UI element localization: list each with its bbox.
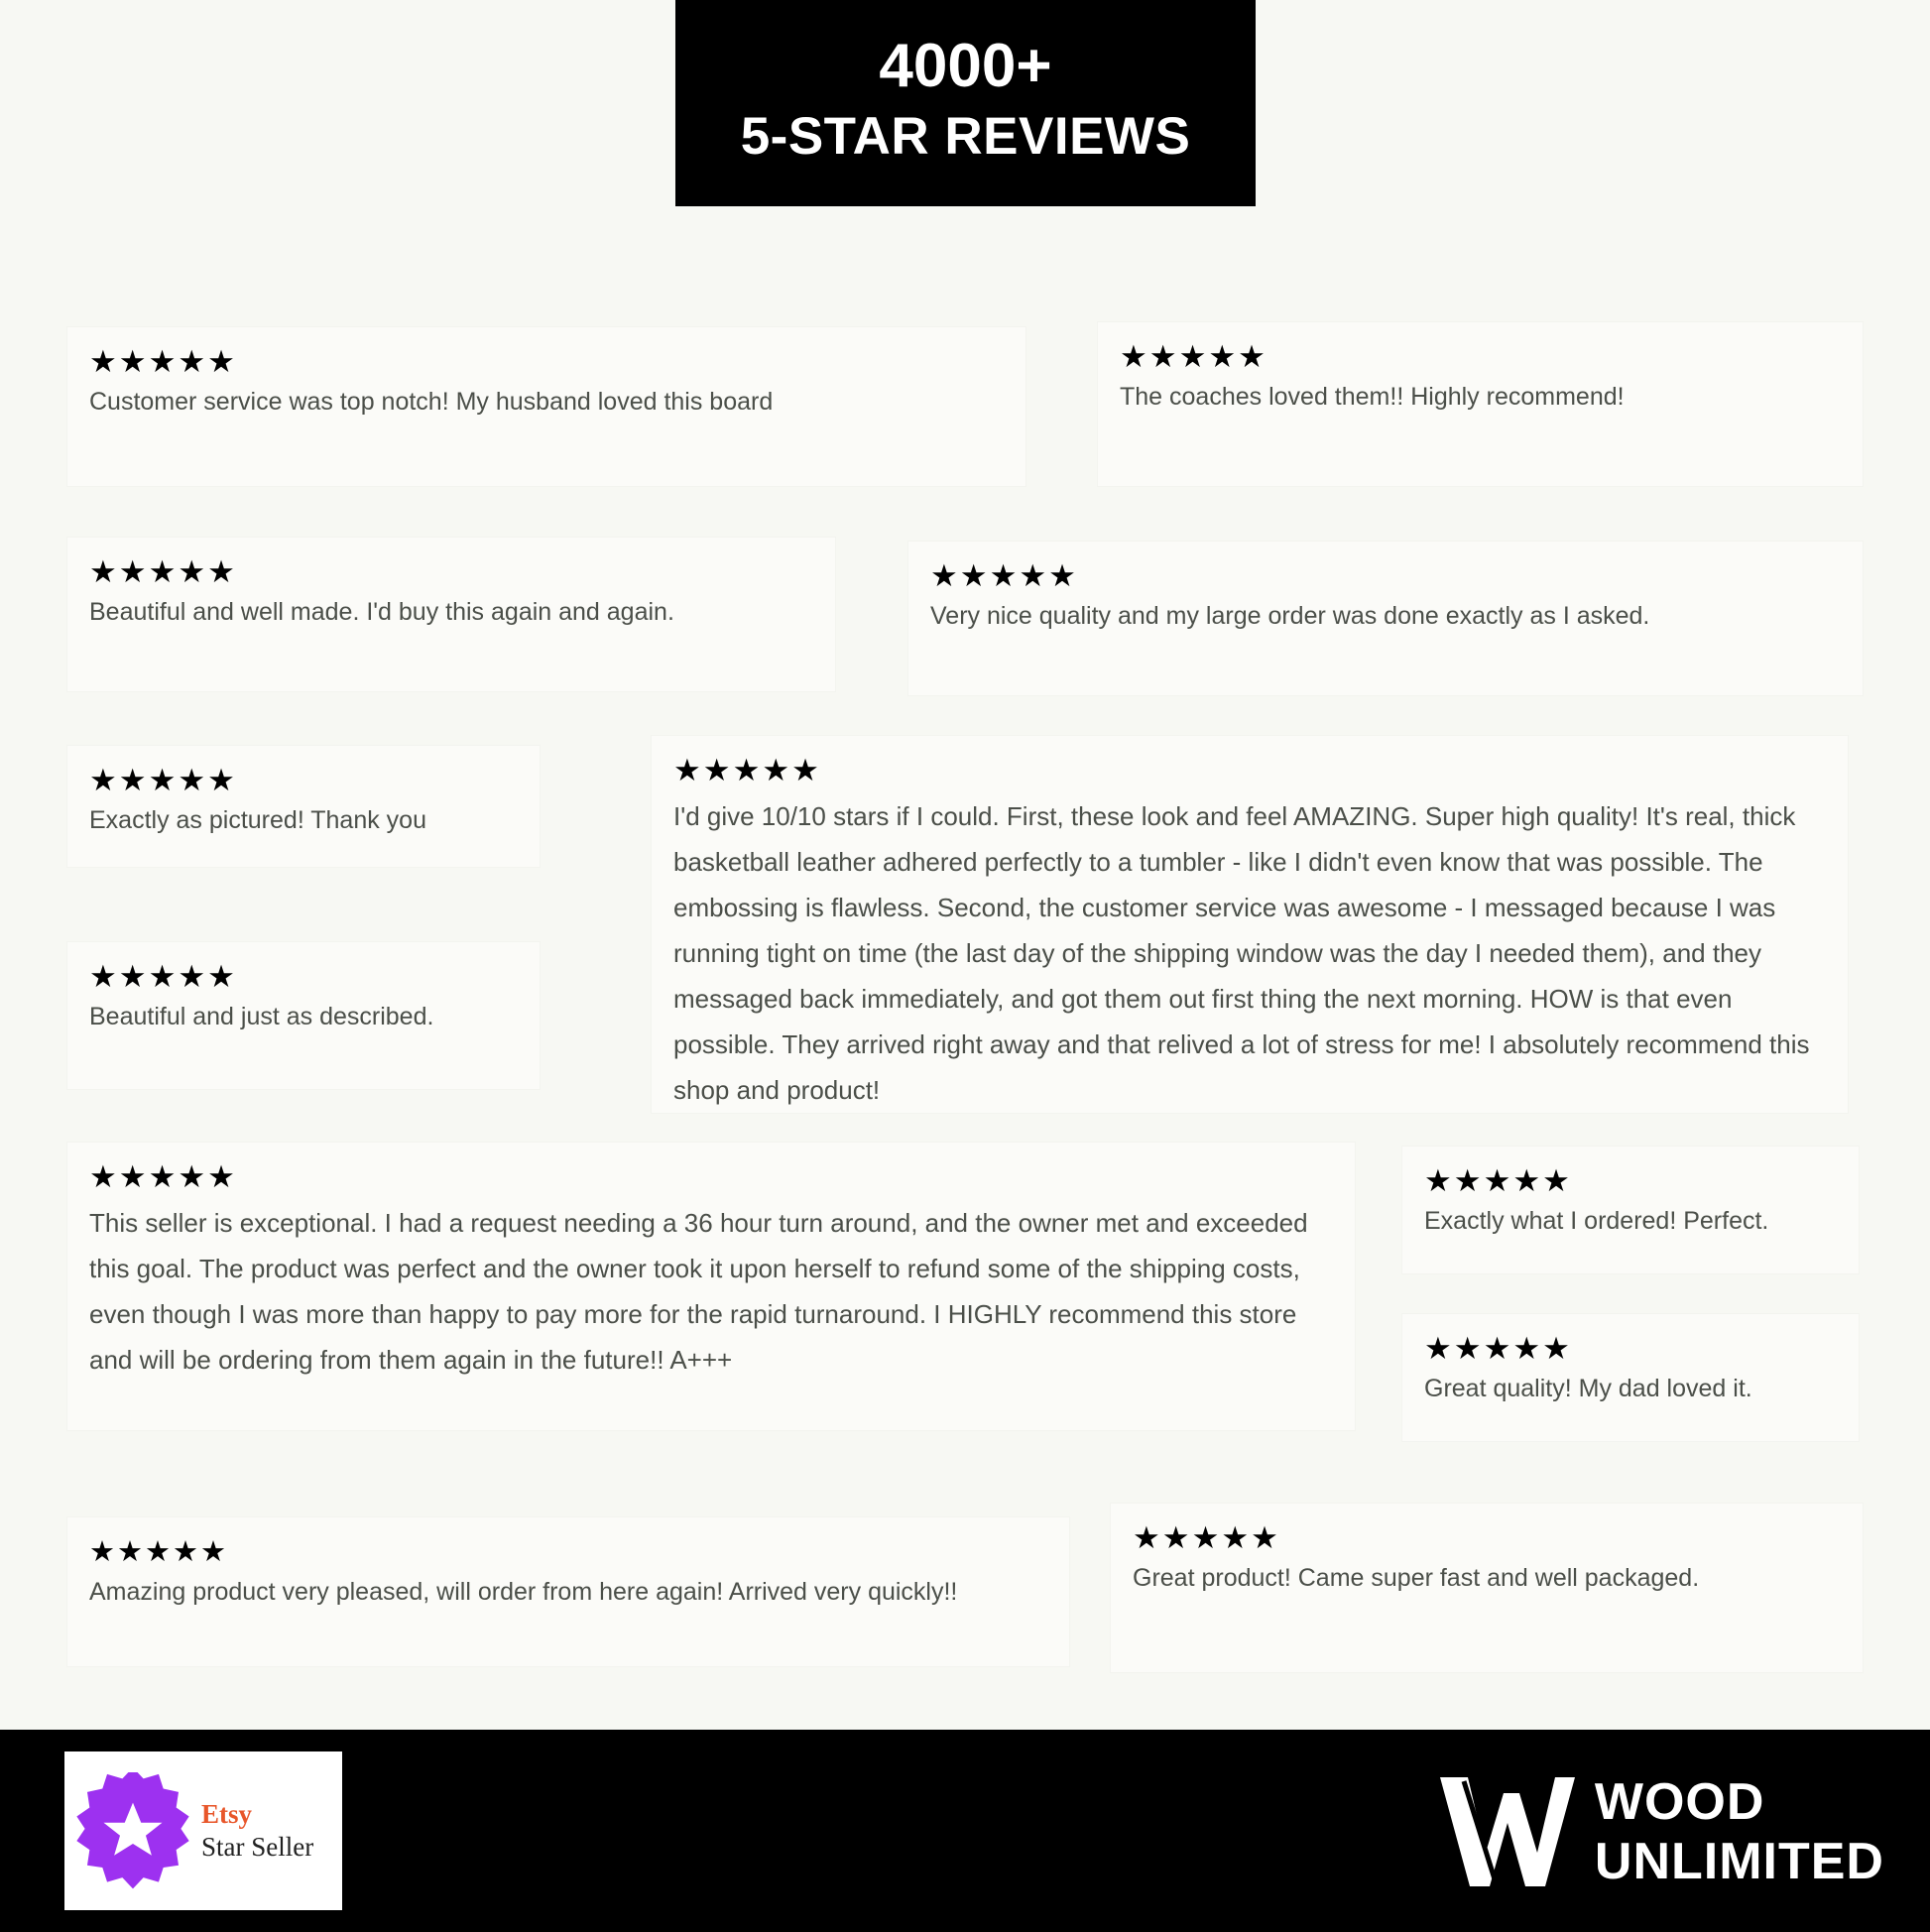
etsy-star-seal-icon [74,1772,191,1889]
star-rating-icon: ★★★★★ [89,1536,228,1568]
brand-line-2: UNLIMITED [1594,1833,1884,1890]
review-text: Great product! Came super fast and well packaged. [1133,1564,1700,1592]
brand-lockup [1434,1753,1884,1910]
brand-name [1595,1772,1884,1891]
review-text: Great quality! My dad loved it. [1424,1375,1752,1402]
review-text: The coaches loved them!! Highly recommend! [1120,383,1625,411]
star-rating-icon: ★★★★★ [673,753,821,787]
review-card [1402,1314,1859,1441]
etsy-star-seller-badge [64,1751,342,1910]
review-text: Exactly as pictured! Thank you [89,806,426,834]
review-text: Customer service was top notch! My husband loved this board [89,388,774,416]
review-text: Amazing product very pleased, will order from here again! Arrived very quickly!! [89,1578,958,1606]
wood-unlimited-logo-icon [1434,1771,1579,1892]
star-rating-icon: ★★★★★ [89,763,237,797]
header-badge [675,0,1256,206]
review-text: Exactly what I ordered! Perfect. [1424,1207,1769,1235]
star-rating-icon: ★★★★★ [89,554,237,589]
review-card [1402,1147,1859,1273]
review-card-featured [652,736,1848,1113]
star-rating-icon: ★★★★★ [89,344,237,379]
review-card [1098,322,1863,486]
review-card [67,327,1025,486]
footer-bar [0,1730,1930,1932]
header-title: 5-STAR REVIEWS [740,107,1191,166]
review-card-featured [67,1143,1355,1430]
star-rating-icon: ★★★★★ [89,1159,237,1194]
star-rating-icon: ★★★★★ [1120,339,1267,374]
etsy-label: Etsy [201,1799,253,1829]
review-card [67,1517,1069,1666]
header-count: 4000+ [879,32,1052,100]
review-text: Beautiful and well made. I'd buy this again and again. [89,598,674,626]
star-rating-icon: ★★★★★ [930,558,1078,593]
star-rating-icon: ★★★★★ [1424,1331,1572,1366]
star-rating-icon: ★★★★★ [1133,1520,1280,1555]
review-card [1111,1504,1863,1672]
etsy-badge-text [201,1798,313,1864]
brand-line-1: WOOD [1594,1773,1765,1831]
review-text: This seller is exceptional. I had a request needing a 36 hour turn around, and the owner met and exceeded this goal. The product was perfect and the owner took it upon herself to refund some of the shipping costs, even though I was more than happy to pay more for the rapid turnaround. I HIGHLY recommend this store and will be ordering from them again in the future!! A+++ [89,1208,1308,1375]
review-card [67,538,835,691]
review-card [67,746,540,867]
review-text: Beautiful and just as described. [89,1003,434,1030]
review-card [908,542,1863,695]
star-rating-icon: ★★★★★ [1424,1163,1572,1198]
review-text: I'd give 10/10 stars if I could. First, these look and feel AMAZING. Super high quality! It's real, thick basketball leather adhered perfectly to a tumbler - like I didn't even know that was possible. The embossing is flawless. Second, the customer service was awesome - I messaged because I was running tight on time (the last day of the shipping window was the day I needed them), and they messaged back immediately, and got them out first thing the next morning. HOW is that even possible. They arrived right away and that relived a lot of stress for me! I absolutely recommend this shop and product! [673,801,1810,1105]
review-text: Very nice quality and my large order was done exactly as I asked. [930,602,1650,630]
star-rating-icon: ★★★★★ [89,959,237,994]
star-seller-label: Star Seller [201,1832,314,1862]
review-card [67,942,540,1089]
